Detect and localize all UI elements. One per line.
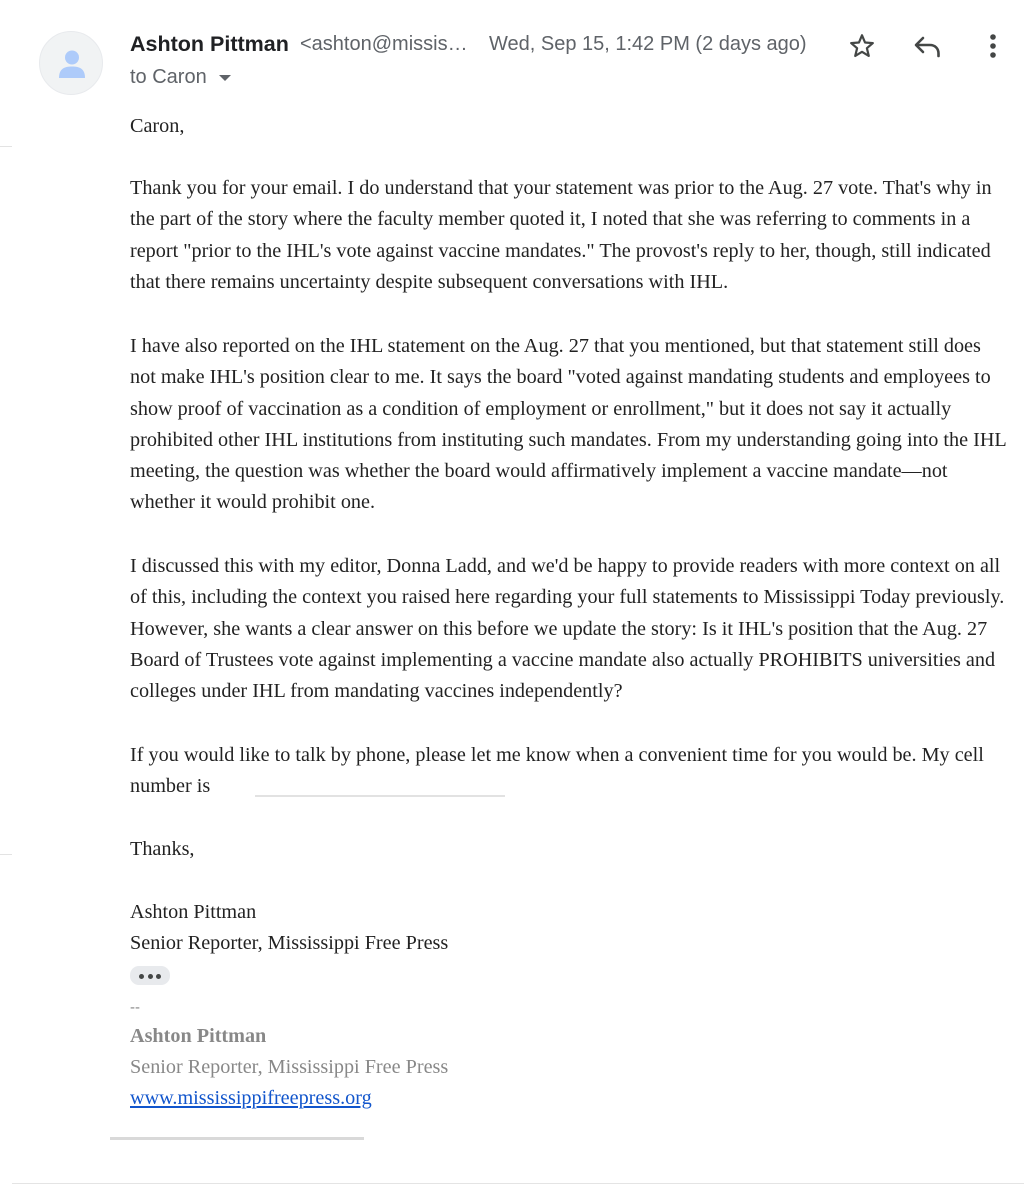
email-greeting: Caron, xyxy=(130,115,185,137)
email-paragraph-3: I discussed this with my editor, Donna Ladd, and we'd be happy to provide readers with more context on all of this, including the context you raised here regarding your full statements to Mississippi Today previously. However, she wants a clear answer on this before we update the story: Is it IHL's position that the Aug. 27 Board of Trustees vote against implementing a vaccine mandate also actually PROHIBITS universities and colleges under IHL from mandating vaccines independently? xyxy=(130,555,1005,703)
more-vert-icon xyxy=(988,32,998,60)
message-bottom-divider xyxy=(12,1183,1024,1184)
signature-title: Senior Reporter, Mississippi Free Press xyxy=(130,932,449,954)
quoted-signature-name: Ashton Pittman xyxy=(130,1025,267,1047)
email-closing: Thanks, xyxy=(130,838,195,860)
redacted-signature-line xyxy=(110,1137,364,1140)
edge-divider-top xyxy=(0,146,12,147)
email-paragraph-4: If you would like to talk by phone, please let me know when a convenient time for you would be. My cell number is xyxy=(130,744,984,798)
more-options-button[interactable] xyxy=(976,29,1010,63)
website-link[interactable]: www.mississippifreepress.org xyxy=(130,1087,372,1109)
avatar-person-icon xyxy=(59,49,85,79)
show-trimmed-content-button[interactable] xyxy=(130,966,170,985)
quoted-signature-title: Senior Reporter, Mississippi Free Press xyxy=(130,1056,449,1078)
sender-email: <ashton@missis… xyxy=(300,33,468,55)
email-paragraph-1: Thank you for your email. I do understand that your statement was prior to the Aug. 27 vote. That's why in the part of the story where the faculty member quoted it, I noted that she was referring to comments in a report "prior to the IHL's vote against vaccine mandates." The provost's reply to her, though, still indicated that there remains uncertainty despite subsequent conversations with IHL. xyxy=(130,177,992,293)
signature-separator: -- xyxy=(130,999,140,1016)
reply-icon xyxy=(913,32,943,60)
signature-name: Ashton Pittman xyxy=(130,901,257,923)
star-icon xyxy=(848,32,876,60)
sender-name[interactable]: Ashton Pittman xyxy=(130,32,289,56)
sender-avatar[interactable] xyxy=(39,31,103,95)
email-paragraph-2: I have also reported on the IHL statement on the Aug. 27 that you mentioned, but that statement still does not make IHL's position clear to me. It says the board "voted against mandating students and employees to show proof of vaccination as a condition of employment or enrollment," but it does not say it actually prohibited other IHL institutions from instituting such mandates. From my understanding going into the IHL meeting, the question was whether the board would affirmatively implement a vaccine mandate—not whether it would prohibit one. xyxy=(130,335,1006,514)
redacted-phone-number xyxy=(255,795,505,797)
recipient-details-toggle[interactable] xyxy=(130,66,232,89)
message-date: Wed, Sep 15, 1:42 PM (2 days ago) xyxy=(489,33,807,55)
edge-divider-middle xyxy=(0,854,12,855)
star-button[interactable] xyxy=(845,29,879,63)
reply-button[interactable] xyxy=(911,29,945,63)
chevron-down-icon xyxy=(218,74,232,82)
recipient-label: to Caron xyxy=(130,66,207,88)
